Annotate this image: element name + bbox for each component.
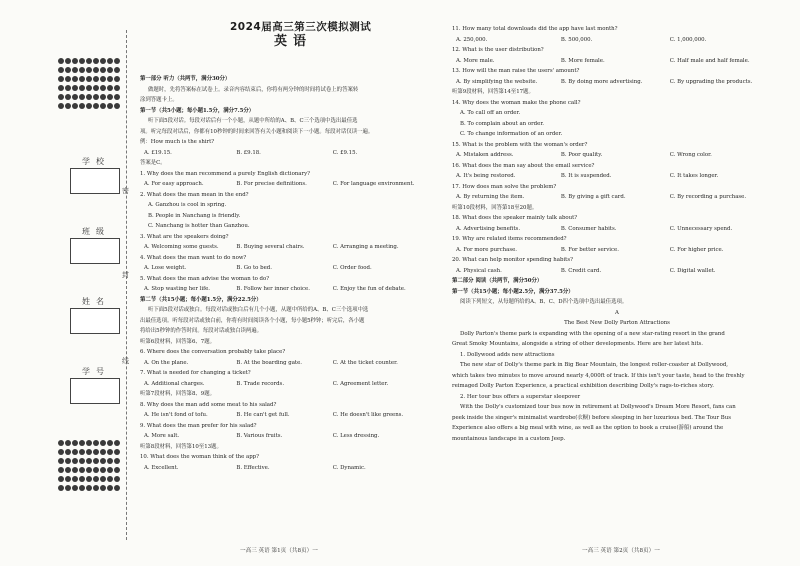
binding-dot <box>100 449 106 455</box>
answer-option: B. Various fruits. <box>236 433 283 439</box>
binding-dot <box>79 67 85 73</box>
answer-option: C. Half male and half female. <box>669 57 750 64</box>
binding-dot <box>114 67 120 73</box>
binding-dot <box>93 476 99 482</box>
text-line: 12. What is the user distribution? <box>452 47 544 53</box>
text-line: 19. Why are related items recommended? <box>452 236 567 242</box>
section-heading: 第二部分 阅读（共两节，满分50分） <box>452 278 543 284</box>
binding-dot <box>72 440 78 446</box>
binding-dot <box>93 467 99 473</box>
answer-option: B. 500,000. <box>560 36 593 43</box>
student-id-label: 学号 <box>82 367 110 376</box>
student-id-box[interactable] <box>70 378 120 404</box>
text-line: 1. Why does the man recommend a purely English dictionary? <box>140 170 311 177</box>
binding-dot <box>79 76 85 82</box>
answer-option: A. Additional charges. <box>144 380 205 387</box>
dot-row-top <box>58 94 120 100</box>
binding-dot <box>107 94 113 100</box>
text-line: mountainous landscape in a custom Jeep. <box>452 435 566 442</box>
answer-options <box>140 148 432 159</box>
text-line: 听第8段材料，回答第10至13题。 <box>140 443 222 450</box>
binding-dot <box>86 476 92 482</box>
text-line: 17. How does man solve the problem? <box>452 183 557 190</box>
binding-dot <box>114 103 120 109</box>
answer-option: C. Less dressing. <box>332 433 380 439</box>
text-line: peek inside the singer's minimalist wardrobe(衣橱) before sleeping in her luxurious bed. The Tour Bus <box>452 414 731 421</box>
binding-dot <box>100 476 106 482</box>
binding-dot <box>86 485 92 491</box>
answer-option: B. Go to bed. <box>236 265 272 271</box>
section-heading: 第二节（共15小题；每小题1.5分，满分22.5分） <box>140 296 262 303</box>
binding-dot <box>93 85 99 91</box>
dot-row-top <box>58 58 120 64</box>
answer-option: C. By upgrading the products. <box>669 78 753 85</box>
text-line: which takes two minutes to move around nearly 4,000ft of track. If this isn't your taste, head to the freshly <box>452 372 745 379</box>
binding-dot <box>114 85 120 91</box>
class-box[interactable] <box>70 238 120 264</box>
page-2-footer: 一高三 英语 第2页（共8页）一 <box>582 548 660 554</box>
binding-dot <box>107 458 113 464</box>
class-label: 班级 <box>82 227 110 236</box>
section-heading: 第一节（共5小题；每小题1.5分，满分7.5分） <box>140 107 255 114</box>
answer-options <box>140 463 432 474</box>
binding-dot <box>72 85 78 91</box>
binding-dot <box>65 449 71 455</box>
binding-dot <box>100 485 106 491</box>
section-heading: 第一部分 听力（共两节，满分30分） <box>140 76 231 82</box>
binding-dot <box>93 94 99 100</box>
binding-dot <box>79 58 85 64</box>
answer-option: A. On the plane. <box>144 359 189 366</box>
binding-dot <box>58 103 64 109</box>
answer-option: A. For more purchase. <box>456 246 518 253</box>
answer-option: C. Agreement letter. <box>332 380 389 387</box>
answer-option: C. Unnecessary spend. <box>669 225 733 232</box>
answer-options <box>452 150 782 161</box>
seal-char: 线 <box>122 357 129 365</box>
answer-options <box>140 379 432 390</box>
answer-option: A. Mistaken address. <box>456 152 514 158</box>
binding-dot <box>100 94 106 100</box>
answer-option: B. Poor quality. <box>560 152 603 158</box>
answer-option: B. He can't get full. <box>236 412 290 418</box>
text-line: 14. Why does the woman make the phone call? <box>452 99 581 106</box>
binding-dot <box>100 58 106 64</box>
answer-option: C. £9.15. <box>332 149 358 156</box>
binding-dot <box>93 449 99 455</box>
dot-row-top <box>58 67 120 73</box>
answer-options <box>140 358 432 369</box>
binding-dot <box>86 440 92 446</box>
answer-option: B. By giving a gift card. <box>560 194 626 200</box>
binding-dot <box>93 440 99 446</box>
binding-dot <box>72 94 78 100</box>
text-line: 答案是C。 <box>140 160 166 166</box>
answer-option: B. Consumer habits. <box>560 225 617 232</box>
binding-dot <box>107 449 113 455</box>
text-line: 5. What does the man advise the woman to do? <box>140 275 270 282</box>
answer-option: B. For precise definitions. <box>236 181 307 187</box>
answer-option: B. More female. <box>560 57 605 64</box>
school-label: 学校 <box>82 157 110 166</box>
binding-dot <box>107 58 113 64</box>
text-line: 做题时，先将答案标在试卷上。录音内容结束后，你将有两分钟的时间将试卷上的答案转 <box>148 86 359 93</box>
binding-dot <box>79 440 85 446</box>
text-line: B. People in Nanchang is friendly. <box>148 212 241 219</box>
answer-option: A. By simplifying the website. <box>456 78 538 85</box>
page-1-column <box>140 0 432 566</box>
text-line: 13. How will the man raise the users' amount? <box>452 68 580 74</box>
binding-dot <box>107 67 113 73</box>
binding-dot <box>58 449 64 455</box>
page-1-footer: 一高三 英语 第1页（共8页）一 <box>240 548 318 554</box>
answer-options <box>452 224 782 235</box>
page-2-text <box>452 24 782 444</box>
answer-option: A. 250,000. <box>456 36 488 43</box>
answer-option: A. Stop wasting her life. <box>144 286 211 292</box>
binding-dot <box>93 76 99 82</box>
text-line: 4. What does the man want to do now? <box>140 254 247 261</box>
answer-options <box>452 77 782 88</box>
binding-dot <box>72 67 78 73</box>
binding-dot <box>65 58 71 64</box>
binding-dot <box>93 485 99 491</box>
binding-dot <box>58 58 64 64</box>
binding-dot <box>58 476 64 482</box>
binding-dot <box>65 440 71 446</box>
binding-dot <box>65 485 71 491</box>
binding-dot <box>72 76 78 82</box>
binding-dot <box>58 76 64 82</box>
text-line: 7. What is needed for changing a ticket? <box>140 370 251 376</box>
answer-option: C. Dynamic. <box>332 464 366 471</box>
dot-row-bottom <box>58 458 120 464</box>
answer-option: B. Credit card. <box>560 267 602 274</box>
binding-dot <box>114 458 120 464</box>
answer-option: A. It's being restored. <box>456 173 516 179</box>
text-line: 例：How much is the shirt? <box>140 139 215 145</box>
answer-options <box>452 171 782 182</box>
binding-dot <box>93 458 99 464</box>
binding-dot <box>100 76 106 82</box>
binding-dot <box>114 76 120 82</box>
binding-dot <box>79 103 85 109</box>
answer-option: A. Physical cash. <box>456 267 502 274</box>
answer-option: A. More male. <box>456 57 495 64</box>
answer-option: A. Excellent. <box>144 464 179 471</box>
dot-row-top <box>58 76 120 82</box>
binding-dot <box>65 476 71 482</box>
answer-option: C. For language environment. <box>332 181 415 187</box>
binding-dot <box>65 76 71 82</box>
binding-dot <box>100 467 106 473</box>
text-line: A. Ganzhou is cool in spring. <box>148 202 227 208</box>
dot-row-top <box>58 85 120 91</box>
answer-option: A. By returning the item. <box>456 194 525 200</box>
text-line: 2. Her tour bus offers a superstar sleepover <box>460 393 581 400</box>
answer-option: C. It takes longer. <box>669 173 719 179</box>
text-line: Experience also offers a big meal with wine, as well as the option to book a cruise(游船) around the <box>452 425 724 431</box>
text-line: 听下面5段对话。每段对话后有一个小题，从题中所给的A、B、C三个选项中选出最佳选 <box>148 118 358 124</box>
answer-option: B. Buying several chairs. <box>236 244 305 250</box>
answer-option: C. Digital wallet. <box>669 267 716 274</box>
text-line: A. To call off an order. <box>460 110 521 116</box>
answer-option: B. At the boarding gate. <box>236 359 302 366</box>
name-box[interactable] <box>70 308 120 334</box>
binding-dot <box>65 458 71 464</box>
binding-dot <box>58 458 64 464</box>
answer-option: B. For better service. <box>560 246 619 253</box>
binding-dot <box>58 85 64 91</box>
binding-dot <box>107 103 113 109</box>
text-line: reimaged Dolly Parton Experience, a practical exhibition describing Dolly's rags-to-riches story. <box>452 383 714 389</box>
answer-option: B. By doing more advertising. <box>560 78 643 85</box>
answer-option: A. Lose weight. <box>144 265 187 271</box>
binding-dot <box>58 467 64 473</box>
text-line: 20. What can help monitor spending habits? <box>452 257 573 263</box>
answer-option: C. Enjoy the fun of debate. <box>332 286 406 292</box>
binding-dot <box>86 76 92 82</box>
binding-dot <box>107 85 113 91</box>
binding-dot <box>72 467 78 473</box>
school-box[interactable] <box>70 168 120 194</box>
binding-dot <box>65 85 71 91</box>
binding-dot <box>114 467 120 473</box>
page-1-text <box>140 74 432 473</box>
binding-dot <box>86 67 92 73</box>
binding-dot <box>114 94 120 100</box>
answer-option: A. Advertising benefits. <box>456 225 521 232</box>
binding-dot <box>114 58 120 64</box>
text-line: 听第7段材料，回答第8、9题。 <box>140 391 215 397</box>
text-line: 9. What does the man prefer for his salad? <box>140 422 257 429</box>
answer-option: C. Arranging a meeting. <box>332 244 399 250</box>
binding-dot <box>58 440 64 446</box>
binding-strip <box>0 0 136 566</box>
text-line: 项。听完每段对话后，你都有10秒钟的时间来回答有关小题和阅读下一小题。每段对话仅读一遍。 <box>140 128 374 135</box>
exam-subject: 英语 <box>274 34 313 49</box>
text-line: 将给出5秒钟的作答时间。每段对话或独白读两遍。 <box>140 328 263 334</box>
text-line: 涂到答题卡上。 <box>140 97 178 103</box>
answer-option: B. It is suspended. <box>560 173 612 179</box>
binding-dot <box>114 449 120 455</box>
answer-option: C. 1,000,000. <box>669 36 707 43</box>
section-heading: 第一节（共15小题；每小题2.5分，满分37.5分） <box>452 288 574 295</box>
binding-dot <box>58 67 64 73</box>
answer-option: A. Welcoming some guests. <box>144 244 219 250</box>
dot-row-bottom <box>58 467 120 473</box>
binding-dot <box>114 440 120 446</box>
binding-dot <box>65 103 71 109</box>
binding-dot <box>93 58 99 64</box>
binding-dot <box>107 485 113 491</box>
answer-option: A. £19.15. <box>144 149 172 156</box>
text-line: The Best New Dolly Parton Attractions <box>564 320 670 326</box>
binding-dot <box>72 485 78 491</box>
binding-dot <box>100 440 106 446</box>
answer-option: A. More salt. <box>144 433 180 439</box>
answer-option: C. Wrong color. <box>669 152 712 158</box>
answer-option: B. Follow her inner choice. <box>236 286 310 292</box>
text-line: The new star of Dolly's theme park in Big Bear Mountain, the longest roller-coaster at Dollywood, <box>460 362 729 368</box>
binding-dot <box>86 458 92 464</box>
answer-option: C. At the ticket counter. <box>332 359 398 366</box>
binding-dot <box>93 67 99 73</box>
dot-row-bottom <box>58 449 120 455</box>
answer-options <box>140 263 432 274</box>
text-line: 听第10段材料，回答第18至20题。 <box>452 204 538 211</box>
binding-dot <box>107 76 113 82</box>
binding-dot <box>86 449 92 455</box>
text-line: 听第9段材料，回答第14至17题。 <box>452 89 534 95</box>
binding-dot <box>72 458 78 464</box>
binding-dot <box>86 58 92 64</box>
binding-dot <box>86 85 92 91</box>
seal-char: 密 <box>122 187 129 195</box>
answer-option: B. Trade records. <box>236 380 285 387</box>
binding-dot <box>65 467 71 473</box>
text-line: A <box>615 309 619 316</box>
text-line: 听第6段材料，回答第6、7题。 <box>140 338 215 345</box>
answer-options <box>140 410 432 421</box>
answer-options <box>452 192 782 203</box>
name-label: 姓名 <box>82 297 110 306</box>
text-line: 11. How many total downloads did the app have last month? <box>452 26 618 32</box>
binding-dot <box>79 485 85 491</box>
text-line: 16. What does the man say about the email service? <box>452 162 595 169</box>
answer-options <box>140 242 432 253</box>
binding-dot <box>72 449 78 455</box>
binding-dot <box>79 85 85 91</box>
binding-dot <box>58 485 64 491</box>
answer-option: B. £9.18. <box>236 149 261 156</box>
answer-options <box>452 245 782 256</box>
answer-options <box>452 35 782 46</box>
answer-option: B. Effective. <box>236 464 270 471</box>
binding-dot <box>65 94 71 100</box>
answer-options <box>452 56 782 67</box>
binding-dot <box>114 485 120 491</box>
text-line: 8. Why does the man add some meat to his salad? <box>140 401 277 408</box>
binding-dot <box>100 67 106 73</box>
answer-option: A. For easy approach. <box>144 181 204 187</box>
binding-dot <box>79 467 85 473</box>
text-line: Dolly Parton's theme park is expanding with the opening of a new star-rating resort in the grand <box>460 330 725 337</box>
binding-dot <box>79 449 85 455</box>
binding-dot <box>86 94 92 100</box>
dot-row-top <box>58 103 120 109</box>
text-line: With the Dolly's customized tour bus now in retirement at Dollywood's Dream More Resort, fans can <box>460 404 736 410</box>
seal-char: 封 <box>122 271 129 279</box>
text-line: 2. What does the man mean in the end? <box>140 191 249 198</box>
binding-dot <box>79 94 85 100</box>
binding-dot <box>100 103 106 109</box>
binding-dot <box>65 67 71 73</box>
binding-dot <box>114 476 120 482</box>
binding-dot <box>107 440 113 446</box>
dot-row-bottom <box>58 440 120 446</box>
binding-dot <box>79 476 85 482</box>
binding-dot <box>79 458 85 464</box>
answer-option: A. He isn't fond of tofu. <box>144 412 208 418</box>
answer-option: C. Order food. <box>332 265 372 271</box>
answer-options <box>140 284 432 295</box>
text-line: 听下面5段对话或独白。每段对话或独白后有几个小题，从题中所给的A、B、C三个选项中选 <box>148 307 369 313</box>
text-line: 1. Dollywood adds new attractions <box>460 351 555 358</box>
text-line: C. To change information of an order. <box>460 131 563 137</box>
binding-dot <box>58 94 64 100</box>
cut-line <box>126 30 127 540</box>
dot-row-bottom <box>58 476 120 482</box>
text-line: 15. What is the problem with the woman's order? <box>452 141 588 148</box>
answer-option: C. For higher price. <box>669 246 724 253</box>
text-line: C. Nanchang is hotter than Ganzhou. <box>148 223 250 229</box>
text-line: 18. What does the speaker mainly talk about? <box>452 215 578 221</box>
answer-options <box>140 179 432 190</box>
binding-dot <box>86 103 92 109</box>
text-line: 出最佳选项。听每段对话或独白前，你将有时间阅读各个小题，每小题5秒钟；听完后，各小题 <box>140 317 365 324</box>
binding-dot <box>86 467 92 473</box>
binding-dot <box>72 103 78 109</box>
text-line: 10. What does the woman think of the app? <box>140 454 259 460</box>
binding-dot <box>107 476 113 482</box>
text-line: 6. Where does the conversation probably take place? <box>140 349 286 355</box>
answer-option: C. By recording a purchase. <box>669 194 747 200</box>
binding-dot <box>72 476 78 482</box>
text-line: B. To complain about an order. <box>460 120 545 127</box>
text-line: 3. What are the speakers doing? <box>140 233 229 240</box>
page-2-column <box>452 0 782 566</box>
binding-dot <box>107 467 113 473</box>
answer-options <box>140 431 432 442</box>
exam-title: 2024届高三第三次模拟测试 <box>230 21 372 33</box>
text-line: Great Smoky Mountains, alongside a string of other developments. Here are her latest hits. <box>452 341 704 347</box>
binding-dot <box>100 458 106 464</box>
binding-dot <box>100 85 106 91</box>
binding-dot <box>72 58 78 64</box>
answer-option: C. He doesn't like greens. <box>332 412 404 418</box>
dot-row-bottom <box>58 485 120 491</box>
binding-dot <box>93 103 99 109</box>
answer-options <box>452 266 782 277</box>
text-line: 阅读下列短文，从每题所给的A、B、C、D四个选项中选出最佳选项。 <box>460 299 628 305</box>
